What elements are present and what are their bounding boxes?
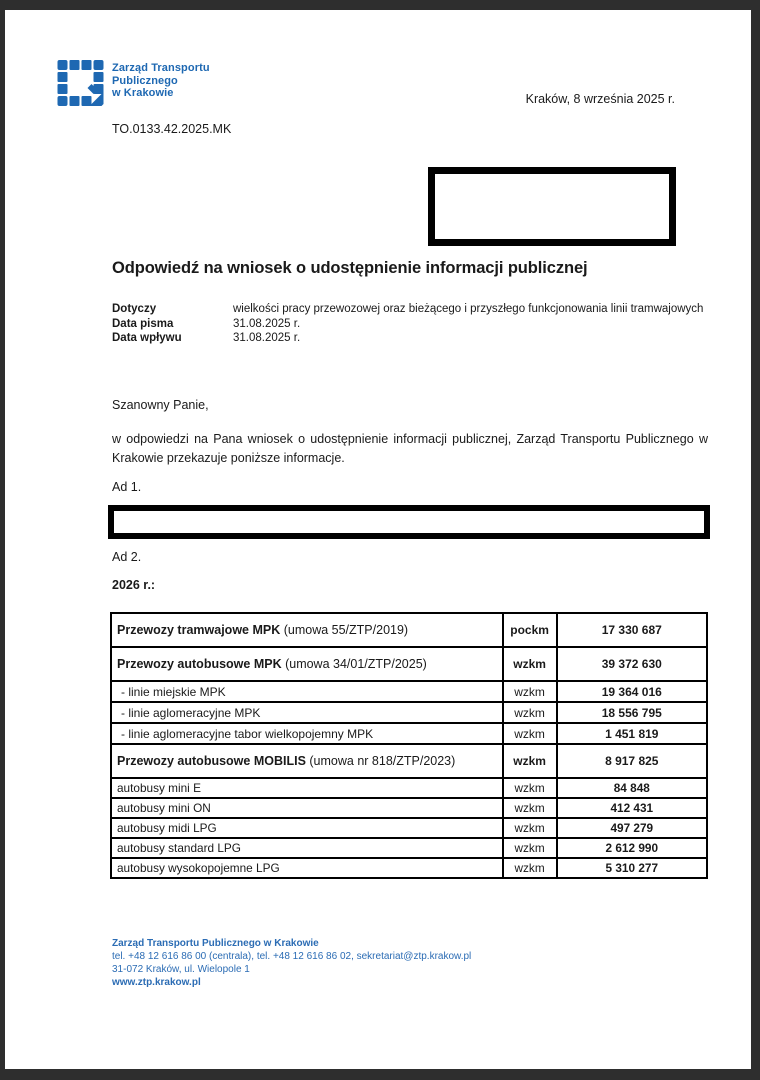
transport-work-table	[110, 612, 708, 879]
row-name	[111, 744, 503, 778]
footer-org-name: Zarząd Transportu Publicznego w Krakowie	[112, 938, 319, 949]
row-unit: wzkm	[503, 744, 557, 778]
document-title: Odpowiedź na wniosek o udostępnienie informacji publicznej	[112, 259, 588, 277]
row-name-bold: Przewozy autobusowe MPK	[117, 657, 282, 671]
row-unit: wzkm	[503, 858, 557, 878]
row-value: 84 848	[557, 778, 707, 798]
row-value: 18 556 795	[557, 702, 707, 723]
meta-block	[112, 302, 710, 346]
row-value: 17 330 687	[557, 613, 707, 647]
row-name-bold: Przewozy autobusowe MOBILIS	[117, 754, 306, 768]
org-name-line2: Publicznego	[112, 74, 178, 87]
row-name-rest: (umowa 55/ZTP/2019)	[280, 623, 409, 637]
row-unit: wzkm	[503, 778, 557, 798]
table-row	[111, 613, 707, 647]
row-name: - linie miejskie MPK	[111, 681, 503, 702]
letterhead	[57, 60, 210, 106]
org-name	[112, 62, 210, 100]
table-row	[111, 681, 707, 702]
ad2-label: Ad 2.	[112, 550, 142, 564]
table-row	[111, 723, 707, 744]
body-paragraph: w odpowiedzi na Pana wniosek o udostępnienie informacji publicznej, Zarząd Transportu Publicznego w Krakowie przekazuje poniższe informacje.	[112, 432, 708, 465]
row-name: autobusy standard LPG	[111, 838, 503, 858]
row-name: - linie aglomeracyjne tabor wielkopojemny MPK	[111, 723, 503, 744]
meta-row-data-wplywu	[112, 331, 710, 346]
row-value: 5 310 277	[557, 858, 707, 878]
org-name-line1: Zarząd Transportu	[112, 62, 210, 74]
row-value: 2 612 990	[557, 838, 707, 858]
meta-value: 31.08.2025 r.	[233, 332, 301, 344]
document-page	[5, 10, 751, 1069]
meta-value: 31.08.2025 r.	[233, 317, 301, 330]
row-name-rest: (umowa 34/01/ZTP/2025)	[281, 657, 427, 671]
row-value: 8 917 825	[557, 744, 707, 778]
meta-row-data-pisma	[112, 317, 710, 332]
table-row	[111, 858, 707, 878]
row-value: 1 451 819	[557, 723, 707, 744]
row-value: 412 431	[557, 798, 707, 818]
redaction-bar-ad1	[108, 505, 710, 539]
year-heading: 2026 r.:	[112, 578, 156, 592]
row-unit: wzkm	[503, 798, 557, 818]
footer-address-line: 31-072 Kraków, ul. Wielopole 1	[112, 964, 250, 975]
row-name: autobusy mini E	[111, 778, 503, 798]
row-name	[111, 613, 503, 647]
row-name: autobusy mini ON	[111, 798, 503, 818]
row-unit: wzkm	[503, 818, 557, 838]
meta-label: Data pisma	[112, 317, 174, 330]
table-row	[111, 818, 707, 838]
row-name-bold: Przewozy tramwajowe MPK	[117, 623, 281, 637]
salutation: Szanowny Panie,	[112, 398, 209, 412]
row-name-rest: (umowa nr 818/ZTP/2023)	[305, 754, 456, 768]
row-unit: pockm	[503, 613, 557, 647]
ztp-logo-icon	[57, 60, 104, 106]
meta-label: Data wpływu	[112, 332, 182, 344]
table-row	[111, 647, 707, 681]
row-value: 39 372 630	[557, 647, 707, 681]
meta-value: wielkości pracy przewozowej oraz bieżącego i przyszłego funkcjonowania linii tramwajowych	[233, 303, 704, 315]
row-unit: wzkm	[503, 838, 557, 858]
row-unit: wzkm	[503, 702, 557, 723]
row-unit: wzkm	[503, 723, 557, 744]
row-value: 19 364 016	[557, 681, 707, 702]
row-unit: wzkm	[503, 647, 557, 681]
reference-number: TO.0133.42.2025.MK	[112, 122, 232, 136]
ad1-label: Ad 1.	[112, 480, 142, 494]
row-value: 497 279	[557, 818, 707, 838]
row-name	[111, 647, 503, 681]
footer-contact-line: tel. +48 12 616 86 00 (centrala), tel. +48 12 616 86 02, sekretariat@ztp.krakow.pl	[112, 951, 472, 962]
footer	[112, 937, 471, 989]
meta-label: Dotyczy	[112, 303, 157, 315]
row-name: - linie aglomeracyjne MPK	[111, 702, 503, 723]
row-name: autobusy wysokopojemne LPG	[111, 858, 503, 878]
table-row	[111, 838, 707, 858]
table-row	[111, 744, 707, 778]
table-row	[111, 778, 707, 798]
table-row	[111, 798, 707, 818]
table-row	[111, 702, 707, 723]
org-name-line3: w Krakowie	[112, 87, 174, 99]
meta-row-dotyczy	[112, 302, 710, 317]
row-unit: wzkm	[503, 681, 557, 702]
footer-website: www.ztp.krakow.pl	[112, 977, 201, 988]
redaction-box-recipient	[428, 167, 676, 246]
city-date: Kraków, 8 września 2025 r.	[525, 92, 675, 106]
row-name: autobusy midi LPG	[111, 818, 503, 838]
